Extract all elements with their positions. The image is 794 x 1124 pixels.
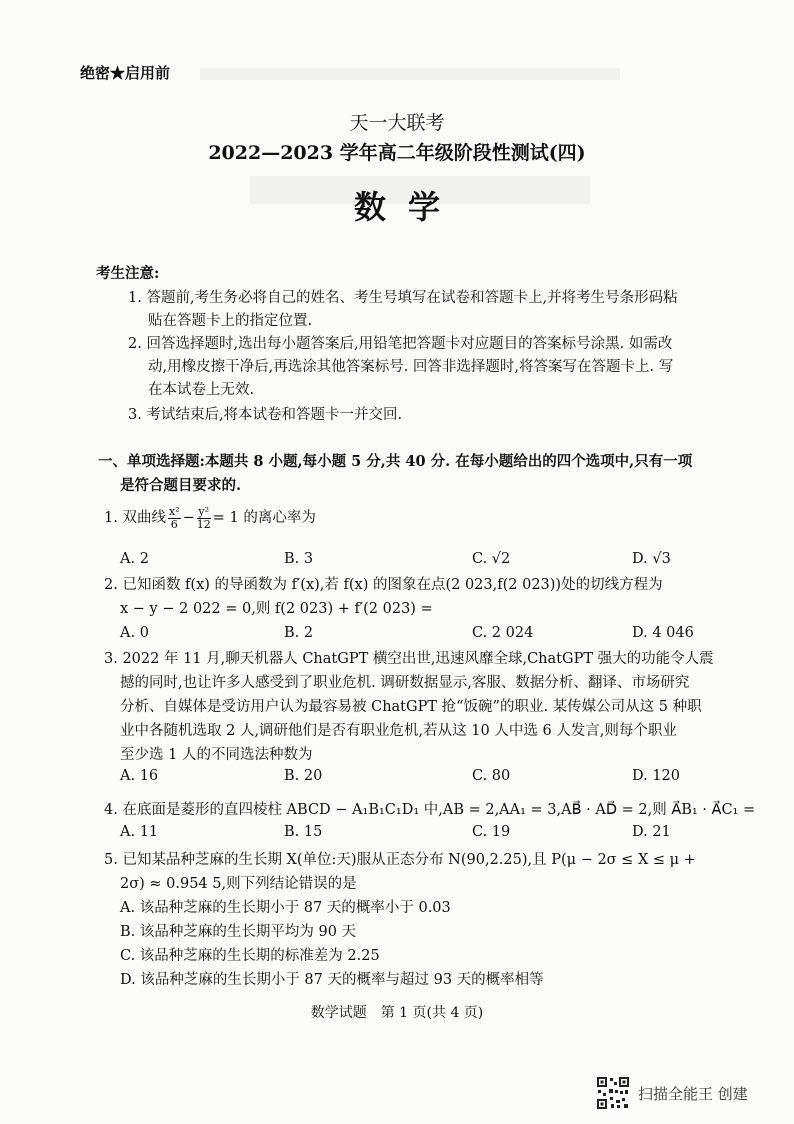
question-5-stem: 2σ) ≈ 0.954 5,则下列结论错误的是 [120,876,357,892]
option-c: C. 该品种芝麻的生长期的标准差为 2.25 [120,948,380,964]
notice-line: 2. 回答选择题时,选出每小题答案后,用铅笔把答题卡对应题目的答案标号涂黑. 如需改 [128,336,673,352]
fraction-numerator: y² [198,504,210,518]
question-3-stem: 至少选 1 人的不同选法种数为 [120,747,313,763]
option-c: C. 2 024 [472,625,534,641]
fraction-denominator: 6 [170,517,178,531]
option-a: A. 该品种芝麻的生长期小于 87 天的概率小于 0.03 [120,900,451,916]
option-d: D. √3 [632,551,671,567]
section-heading: 一、单项选择题:本题共 8 小题,每小题 5 分,共 40 分. 在每小题给出的四个选项中,只有一项 [98,453,693,470]
notice-line: 1. 答题前,考生务必将自己的姓名、考生号填写在试卷和答题卡上,并将考生号条形码粘 [128,290,678,306]
question-3-stem: 业中各随机选取 2 人,调研他们是否有职业危机,若从这 10 人中选 6 人发言,则每个职业 [120,723,677,739]
bleed-through-mark [200,68,620,80]
option-a: A. 2 [120,551,149,567]
question-2-options [120,623,694,643]
option-d: D. 21 [632,824,671,840]
question-1-stem [104,503,316,533]
exam-title: 2022—2023 学年高二年级阶段性测试(四) [208,142,586,164]
minus-sign: − [182,510,195,526]
option-b: B. 2 [284,625,314,641]
scanner-watermark: 扫描全能王 创建 [638,1085,748,1103]
notice-line: 动,用橡皮擦干净后,再选涂其他答案标号. 回答非选择题时,将答案写在答题卡上. 写 [148,359,674,375]
fraction-denominator: 12 [196,517,211,531]
section-heading: 是符合题目要求的. [120,477,242,494]
option-c: C. 80 [472,768,511,784]
question-3-stem: 撼的同时,也让许多人感受到了职业危机. 调研数据显示,客服、数据分析、翻译、市场研究 [120,675,690,691]
subject-title: 数学 [353,188,462,226]
option-a: A. 11 [120,824,159,840]
notice-line: 贴在答题卡上的指定位置. [148,313,313,329]
option-a: A. 16 [120,768,159,784]
option-d: D. 120 [632,768,681,784]
option-b: B. 20 [284,768,323,784]
fraction-numerator: x² [168,504,180,518]
option-b: B. 15 [284,824,323,840]
question-4-stem: 4. 在底面是菱形的直四棱柱 ABCD − A₁B₁C₁D₁ 中,AB = 2,AA₁ = 3,AB⃗ · AD⃗ = 2,则 A⃗B₁ · A⃗C₁ = [104,802,756,818]
option-b: B. 3 [284,551,314,567]
notice-line: 3. 考试结束后,将本试卷和答题卡一并交回. [128,407,403,423]
question-4-options [120,822,671,842]
question-1-options [120,549,671,569]
option-d: D. 该品种芝麻的生长期小于 87 天的概率与超过 93 天的概率相等 [120,972,544,988]
qr-code-icon [596,1076,630,1110]
question-3-stem: 3. 2022 年 11 月,聊天机器人 ChatGPT 横空出世,迅速风靡全球,ChatGPT 强大的功能令人震 [104,651,714,667]
notice-title: 考生注意: [96,265,160,282]
option-c: C. 19 [472,824,511,840]
option-a: A. 0 [120,625,149,641]
option-b: B. 该品种芝麻的生长期平均为 90 天 [120,924,357,940]
question-1-prefix: 1. 双曲线 [104,510,166,526]
organization-title: 天一大联考 [349,112,445,134]
page-footer: 数学试题 第 1 页(共 4 页) [310,1005,484,1021]
notice-line: 在本试卷上无效. [148,382,255,398]
fraction [168,506,181,531]
option-c: C. √2 [472,551,511,567]
fraction [197,506,211,531]
question-3-stem: 分析、自媒体是受访用户认为最容易被 ChatGPT 抢“饭碗”的职业. 某传媒公司从这 5 种职 [120,699,702,715]
question-1-suffix: = 1 的离心率为 [212,510,316,526]
question-3-options [120,766,680,786]
option-d: D. 4 046 [632,625,694,641]
secret-mark: 绝密★启用前 [80,64,171,82]
question-5-stem: 5. 已知某品种芝麻的生长期 X(单位:天)服从正态分布 N(90,2.25),且 P(μ − 2σ ≤ X ≤ μ + [104,852,696,868]
question-2-stem: 2. 已知函数 f(x) 的导函数为 f′(x),若 f(x) 的图象在点(2 023,f(2 023))处的切线方程为 [104,577,663,593]
question-2-stem: x − y − 2 022 = 0,则 f(2 023) + f′(2 023) = [120,601,433,617]
